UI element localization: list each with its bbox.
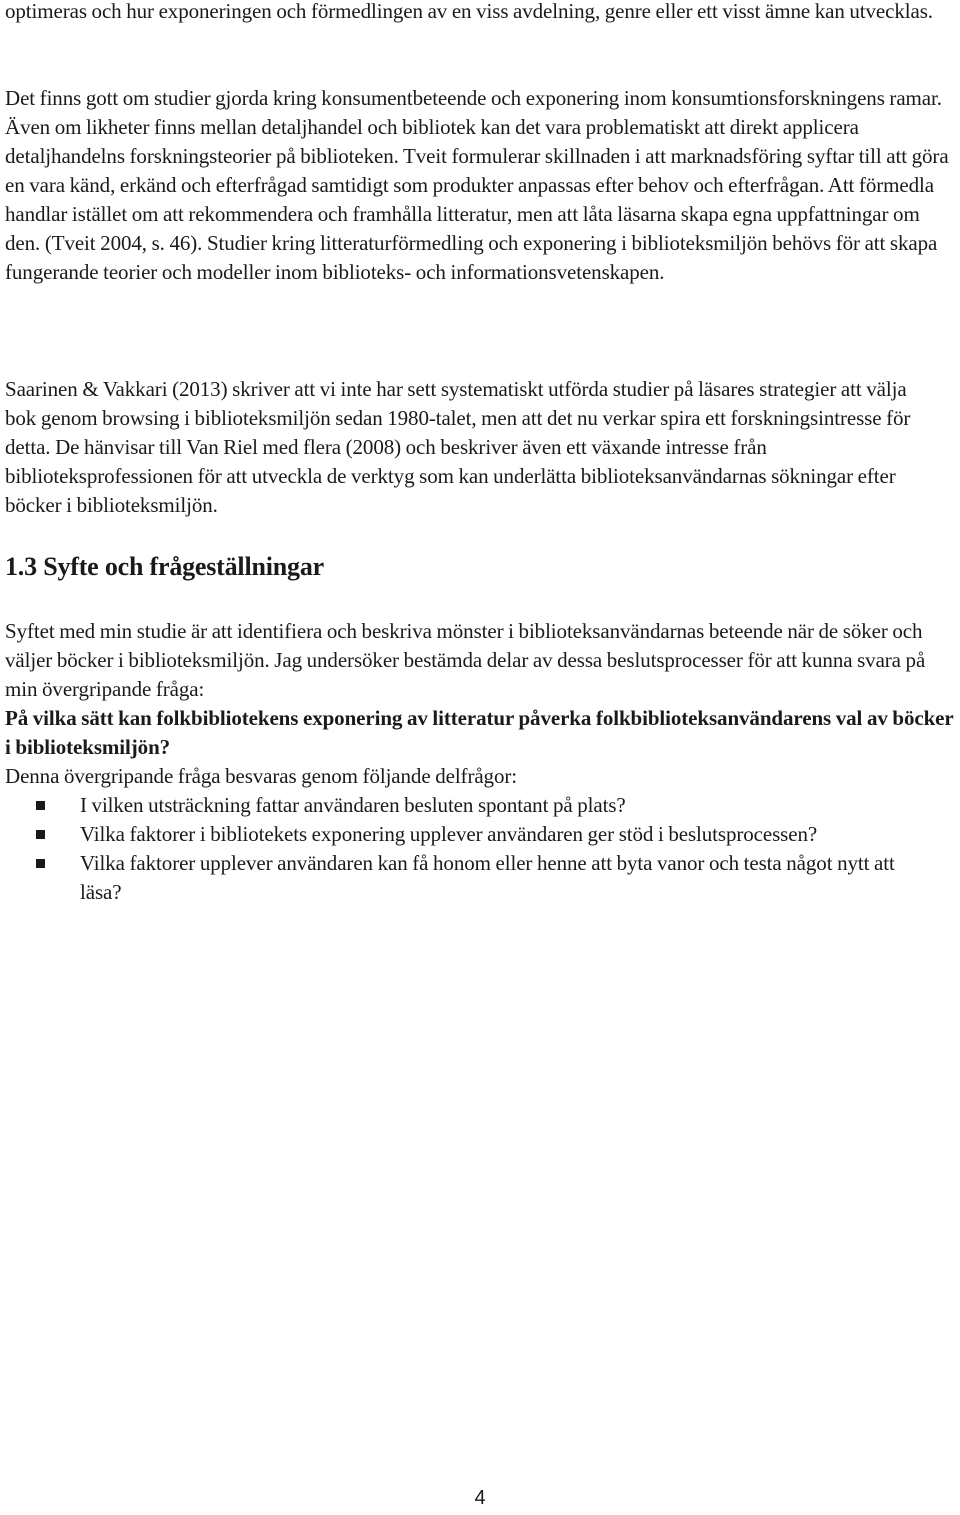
paragraph-purpose xyxy=(5,617,960,791)
sub-questions-list xyxy=(5,791,940,907)
paragraph-consumer-studies: Det finns gott om studier gjorda kring konsumentbeteende och exponering inom konsumtionsforskningens ramar. Även om likheter finns mellan detaljhandel och bibliotek kan det vara problematiskt att direkt applicera detaljhandelns forskningsteorier på biblioteken. Tveit formulerar skillnaden i att marknadsföring syftar till att göra en vara känd, erkänd och efterfrågad samtidigt som produkter anpassas efter behov och efterfrågan. Att förmedla handlar istället om att rekommendera och framhålla litteratur, men att låta läsarna skapa egna uppfattningar om den. (Tveit 2004, s. 46). Studier kring litteraturförmedling och exponering i biblioteksmiljön behövs för att skapa fungerande teorier och modeller inom biblioteks- och informationsvetenskapen. xyxy=(5,86,949,284)
section-heading: 1.3 Syfte och frågeställningar xyxy=(5,552,324,581)
list-item xyxy=(5,820,940,849)
page-number: 4 xyxy=(474,1487,486,1509)
paragraph-saarinen-vakkari: Saarinen & Vakkari (2013) skriver att vi inte har sett systematiskt utförda studier på läsares strategier att välja bok genom browsing i biblioteksmiljön sedan 1980-talet, men att det nu verkar spira ett forskningsintresse för detta. De hänvisar till Van Riel med flera (2008) och beskriver även ett växande intresse från biblioteksprofessionen för att utveckla de verktyg som kan underlätta biblioteksanvändarnas sökningar efter böcker i biblioteksmiljön. xyxy=(5,377,911,517)
purpose-text: Syftet med min studie är att identifiera och beskriva mönster i biblioteksanvändarnas beteende när de söker och väljer böcker i biblioteksmiljön. Jag undersöker bestämda delar av dessa beslutsprocesser för att kunna svara på min övergripande fråga: xyxy=(5,619,926,701)
sub-question-text: Vilka faktorer upplever användaren kan få honom eller henne att byta vanor och testa något nytt att läsa? xyxy=(80,851,895,904)
main-research-question: På vilka sätt kan folkbibliotekens exponering av litteratur påverka folkbiblioteksanvändarens val av böcker i biblioteksmiljön? xyxy=(5,706,954,759)
list-item xyxy=(5,791,940,820)
list-item xyxy=(5,849,940,907)
sub-questions-intro: Denna övergripande fråga besvaras genom följande delfrågor: xyxy=(5,764,517,788)
paragraph-intro: optimeras och hur exponeringen och förmedlingen av en viss avdelning, genre eller ett visst ämne kan utvecklas. xyxy=(5,0,933,23)
square-bullet-icon xyxy=(36,859,45,868)
square-bullet-icon xyxy=(36,801,45,810)
sub-question-text: I vilken utsträckning fattar användaren besluten spontant på plats? xyxy=(80,793,626,817)
square-bullet-icon xyxy=(36,830,45,839)
sub-question-text: Vilka faktorer i bibliotekets exponering upplever användaren ger stöd i beslutsprocessen? xyxy=(80,822,818,846)
